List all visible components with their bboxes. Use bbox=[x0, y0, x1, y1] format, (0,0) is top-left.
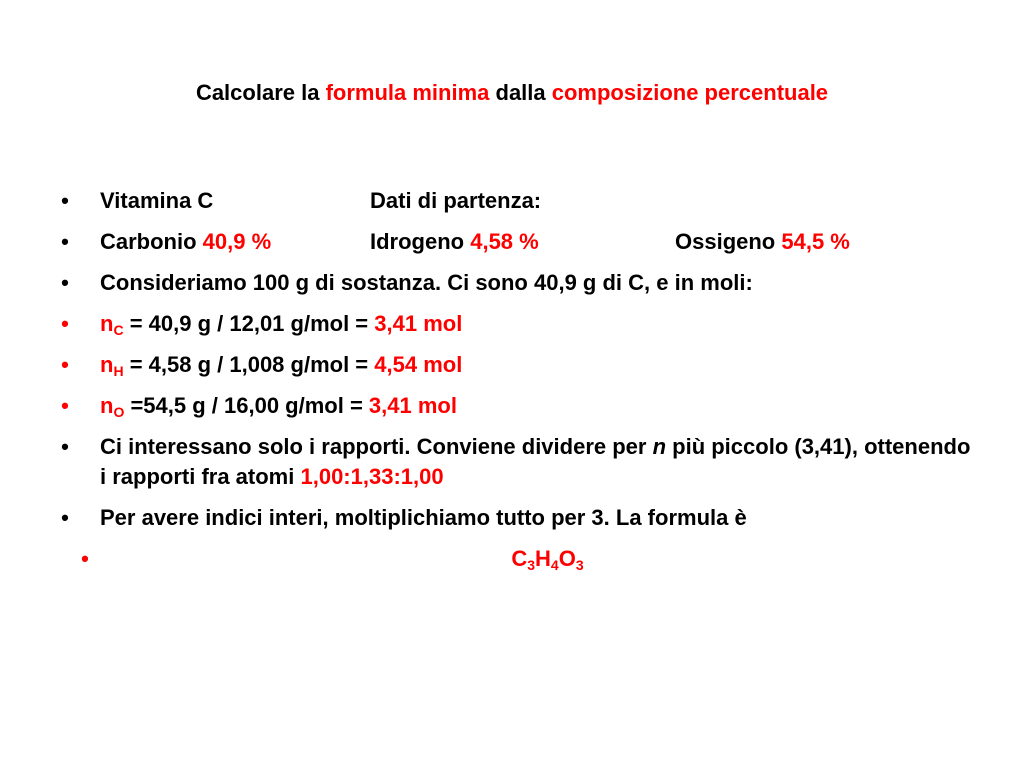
bullet-formula bbox=[75, 544, 975, 574]
formula bbox=[511, 546, 583, 571]
bullet-moles-carbon bbox=[55, 309, 975, 339]
moles-symbol: n bbox=[100, 311, 114, 336]
ratios-result: 1,00:1,33:1,00 bbox=[300, 464, 444, 489]
formula-oxygen: O bbox=[558, 546, 576, 571]
formula-carbon: C bbox=[511, 546, 528, 571]
bullet-moles-oxygen bbox=[55, 391, 975, 421]
carbon-label: Carbonio bbox=[100, 229, 203, 254]
ratios-italic-n: n bbox=[652, 434, 667, 459]
moles-subscript: H bbox=[113, 363, 124, 379]
vitamin-label: Vitamina C bbox=[100, 188, 214, 213]
bullet-icon: • bbox=[61, 229, 69, 254]
bullet-composition bbox=[55, 227, 975, 257]
bullet-icon: • bbox=[61, 188, 69, 213]
moles-result: 3,41 mol bbox=[374, 311, 463, 336]
moles-expression: = 40,9 g / 12,01 g/mol = bbox=[123, 311, 375, 336]
ratios-text-1: Ci interessano solo i rapporti. Conviene dividere per bbox=[100, 434, 653, 459]
consider-text: Consideriamo 100 g di sostanza. Ci sono 40,9 g di C, e in moli: bbox=[100, 270, 753, 295]
title-highlight-formula: formula minima bbox=[325, 80, 490, 105]
bullet-consider bbox=[55, 268, 975, 298]
bullet-integer bbox=[55, 503, 975, 533]
hydrogen-label: Idrogeno bbox=[370, 229, 471, 254]
oxygen-label: Ossigeno bbox=[675, 229, 782, 254]
integer-text: Per avere indici interi, moltiplichiamo tutto per 3. La formula è bbox=[100, 505, 747, 530]
title-text-2: dalla bbox=[489, 80, 552, 105]
bullet-list bbox=[55, 186, 975, 585]
moles-subscript: O bbox=[113, 404, 125, 420]
bullet-ratios bbox=[55, 432, 975, 492]
moles-subscript: C bbox=[113, 322, 124, 338]
carbon-value: 40,9 % bbox=[202, 229, 272, 254]
moles-symbol: n bbox=[100, 352, 114, 377]
bullet-vitamin bbox=[55, 186, 975, 216]
slide-title bbox=[0, 80, 1024, 106]
bullet-icon: • bbox=[61, 393, 69, 418]
oxygen-value: 54,5 % bbox=[781, 229, 850, 254]
ratios-text-2: più piccolo (3,41), ottenendo i rapporti fra atomi bbox=[100, 434, 971, 489]
formula-hydrogen: H bbox=[535, 546, 551, 571]
bullet-icon: • bbox=[61, 505, 69, 530]
title-highlight-composition: composizione percentuale bbox=[551, 80, 829, 105]
bullet-icon: • bbox=[61, 352, 69, 377]
bullet-icon: • bbox=[81, 546, 89, 571]
hydrogen-value: 4,58 % bbox=[470, 229, 539, 254]
bullet-icon: • bbox=[61, 270, 69, 295]
moles-expression: =54,5 g / 16,00 g/mol = bbox=[124, 393, 369, 418]
starting-data-label: Dati di partenza: bbox=[370, 188, 542, 213]
formula-oxygen-subscript: 3 bbox=[575, 557, 584, 573]
formula-hydrogen-subscript: 4 bbox=[550, 557, 559, 573]
moles-symbol: n bbox=[100, 393, 114, 418]
moles-expression: = 4,58 g / 1,008 g/mol = bbox=[123, 352, 375, 377]
title-text-1: Calcolare la bbox=[195, 80, 326, 105]
moles-result: 4,54 mol bbox=[374, 352, 463, 377]
bullet-icon: • bbox=[61, 434, 69, 459]
bullet-moles-hydrogen bbox=[55, 350, 975, 380]
moles-result: 3,41 mol bbox=[368, 393, 457, 418]
formula-carbon-subscript: 3 bbox=[527, 557, 536, 573]
bullet-icon: • bbox=[61, 311, 69, 336]
